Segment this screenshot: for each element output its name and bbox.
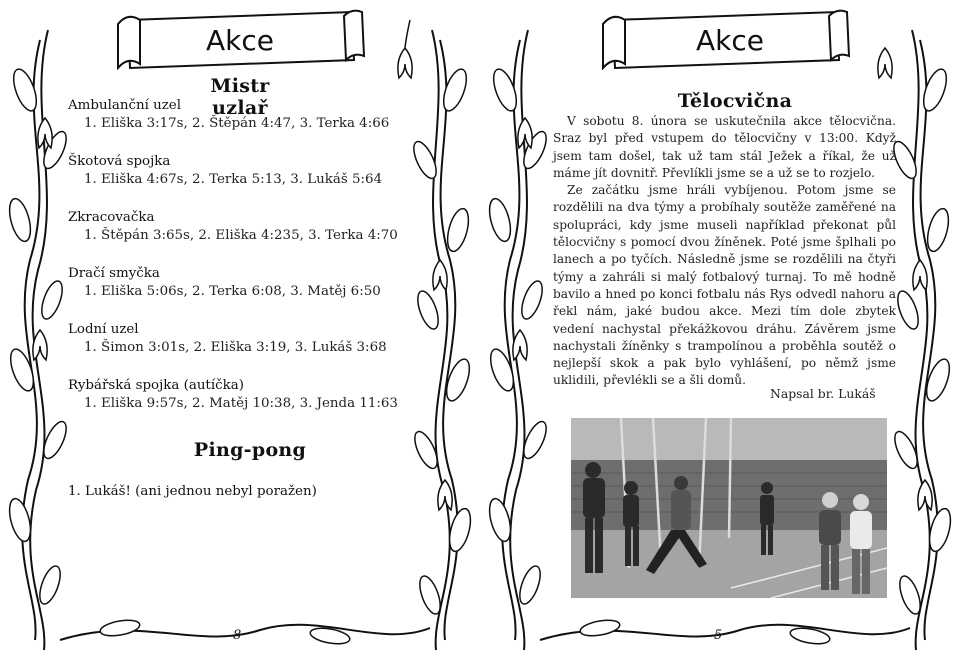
- section-title-knots: Mistr uzlař: [210, 75, 270, 119]
- article-paragraph: Ze začátku jsme hráli vybíjenou. Potom jsme se rozdělili na dva týmy a probíhaly soutěže zaměřené na spolupráci, kdy jsme museli například překonat půl tělocvičny s pomocí dvou žíněnek. Poté jsme šplhali po lanech a po tyčích. Následně jsme se rozdělili na čtyři týmy a zahráli si malý fotbalový turnaj. To mě hodně bavilo a hned po konci fotbalu nás Rys odvedl nahoru a řekl nám, jaké budou akce. Mezi tím dole zbytek vedení nachystal překážkovou dráhu. Závěrem jsme nachystali žíněnky s trampolínou a proběhla soutěž o nejlepší skok a pak bylo vyhlášení, po němž jsme uklidili, převlékli se a šli domů.: [553, 183, 896, 388]
- list-item: [68, 97, 408, 153]
- article-paragraph: V sobotu 8. února se uskutečnila akce tělocvična. Sraz byl před vstupem do tělocvičny v 13:00. Když jsem tam došel, tak už tam stál Ježek a říkal, že už máme jít dovnitř. Převlíkli jsme se a už se to rozjelo.: [553, 114, 896, 180]
- knot-result: 1. Šimon 3:01s, 2. Eliška 3:19, 3. Lukáš 3:68: [84, 340, 387, 355]
- knot-name: Zkracovačka: [68, 210, 155, 225]
- article-body: [553, 113, 896, 390]
- section-title-pingpong: Ping-pong: [193, 439, 307, 461]
- knot-name: Lodní uzel: [68, 322, 139, 337]
- page-number-left: 8: [233, 628, 242, 643]
- knot-results-list: [68, 97, 408, 433]
- knot-result: 1. Eliška 9:57s, 2. Matěj 10:38, 3. Jenda 11:63: [84, 396, 398, 411]
- knot-result: 1. Eliška 4:67s, 2. Terka 5:13, 3. Lukáš 5:64: [84, 172, 383, 187]
- section-title-gym: Tělocvična: [677, 90, 793, 112]
- knot-name: Dračí smyčka: [68, 266, 160, 281]
- list-item: [68, 377, 408, 433]
- list-item: [68, 209, 408, 265]
- knot-name: Ambulanční uzel: [68, 98, 182, 113]
- pingpong-result: 1. Lukáš! (ani jednou nebyl poražen): [68, 484, 317, 499]
- banner-title: Akce: [696, 24, 764, 57]
- knot-result: 1. Eliška 3:17s, 2. Štěpán 4:47, 3. Terka 4:66: [84, 116, 390, 131]
- article-signature: Napsal br. Lukáš: [770, 386, 876, 401]
- list-item: [68, 321, 408, 377]
- banner-title: Akce: [206, 24, 274, 57]
- knot-name: Škotová spojka: [68, 154, 171, 169]
- list-item: [68, 153, 408, 209]
- gym-photo: [571, 418, 887, 598]
- list-item: [68, 265, 408, 321]
- knot-result: 1. Štěpán 3:65s, 2. Eliška 4:235, 3. Terka 4:70: [84, 228, 398, 243]
- knot-result: 1. Eliška 5:06s, 2. Terka 6:08, 3. Matěj 6:50: [84, 284, 381, 299]
- page-number-right: 5: [714, 628, 723, 643]
- knot-name: Rybářská spojka (autíčka): [68, 378, 244, 393]
